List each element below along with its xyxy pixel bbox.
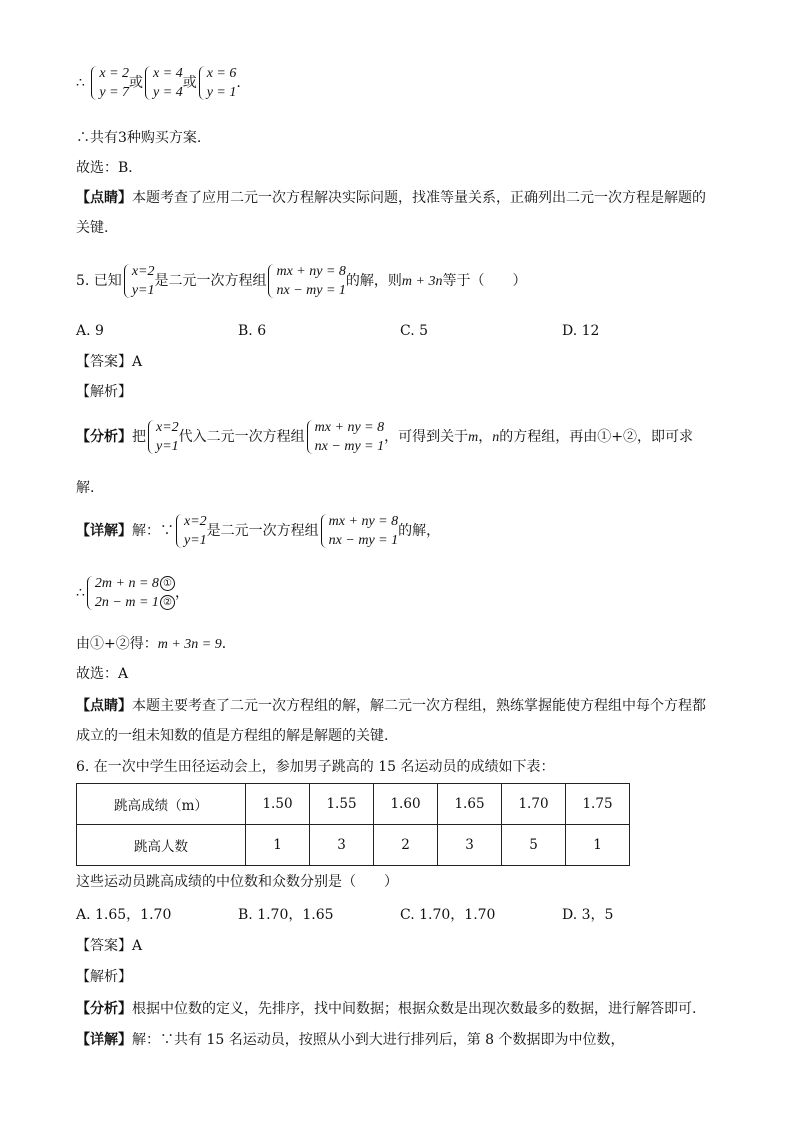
q5-option-a: A. 9 (76, 323, 104, 339)
question-6-stem: 6. 在一次中学生田径运动会上，参加男子跳高的 15 名运动员的成绩如下表： (76, 759, 555, 775)
q6-answer: 【答案】A (76, 938, 143, 954)
q5-fx-solution-system: x=2 y=1 (146, 418, 179, 456)
q6-option-c: C. 1.70，1.70 (400, 907, 496, 923)
solution-systems-line: ∴ x = 2 y = 7 或 x = 4 y = 4 或 x = 6 y = 1 . (76, 66, 241, 100)
system-2: x = 4 y = 4 (143, 64, 183, 102)
q6-option-d: D. 3，5 (562, 907, 614, 923)
q5-note-cont: 成立的一组未知数的值是方程组的解是解题的关键. (76, 728, 389, 744)
q5-option-b: B. 6 (238, 323, 267, 339)
q6-question: 这些运动员跳高成绩的中位数和众数分别是（ ） (76, 874, 398, 890)
q5-fenxi-cont: 解. (76, 480, 95, 496)
therefore-symbol: ∴ (76, 75, 85, 91)
table-row: 跳高人数 1 3 2 3 5 1 (77, 825, 630, 866)
choice-text: 故选：B． (76, 160, 143, 176)
q5-solution-system: x=2 y=1 (122, 262, 155, 300)
q5-analysis-heading: 【解析】 (76, 384, 132, 400)
q5-fenxi: 【分析】把 x=2 y=1 代入二元一次方程组 mx + ny = 8 nx − my = 1 ，可得到关于m，n的方程组，再由①+②，即可求 (76, 420, 693, 454)
q5-choice: 故选：A (76, 666, 129, 682)
q5-equation-system: mx + ny = 8 nx − my = 1 (266, 262, 345, 300)
q5-derived-system: ∴ 2m + n = 8 ① 2n − m = 1 ② ， (76, 576, 189, 610)
system-3: x = 6 y = 1 (197, 64, 237, 102)
q5-options (76, 321, 716, 341)
q5-option-d: D. 12 (562, 323, 600, 339)
note-paragraph-cont: 关键. (76, 220, 109, 236)
q5-note: 【点睛】本题主要考查了二元一次方程组的解，解二元一次方程组，熟练掌握能使方程组中每个方程都 (76, 698, 706, 714)
q6-analysis-heading: 【解析】 (76, 969, 132, 985)
q5-result: 由①+②得：m + 3n = 9． (76, 636, 236, 652)
q6-fenxi: 【分析】根据中位数的定义，先排序，找中间数据；根据众数是出现次数最多的数据，进行解答即可. (76, 1001, 697, 1017)
q6-option-a: A. 1.65，1.70 (76, 907, 172, 923)
q5-fx-equation-system: mx + ny = 8 nx − my = 1 (305, 418, 384, 456)
table-header-count: 跳高人数 (77, 825, 246, 866)
q6-option-b: B. 1.70，1.65 (238, 907, 334, 923)
q6-xiangjie: 【详解】解：∵共有 15 名运动员，按照从小到大进行排列后，第 8 个数据即为中位数， (76, 1032, 625, 1048)
scores-table (76, 783, 630, 866)
q5-option-c: C. 5 (400, 323, 429, 339)
question-5-stem: 5. 已知 x=2 y=1 是二元一次方程组 mx + ny = 8 nx − my = 1 的解，则m + 3n等于（ ） (76, 264, 527, 298)
q5-answer: 【答案】A (76, 354, 143, 370)
q6-options (76, 905, 716, 925)
table-row: 跳高成绩（m） 1.50 1.55 1.60 1.65 1.70 1.75 (77, 784, 630, 825)
note-paragraph: 【点睛】本题考查了应用二元一次方程解决实际问题，找准等量关系，正确列出二元一次方程是解题的 (76, 190, 706, 206)
q5-xiangjie: 【详解】解：∵ x=2 y=1 是二元一次方程组 mx + ny = 8 nx − my = 1 的解， (76, 514, 441, 548)
q5-xj-equation-system: mx + ny = 8 nx − my = 1 (319, 512, 398, 550)
plans-count-text: ∴共有3种购买方案. (76, 130, 202, 146)
system-1: x = 2 y = 7 (89, 64, 129, 102)
table-header-height: 跳高成绩（m） (77, 784, 246, 825)
q5-xj-solution-system: x=2 y=1 (174, 512, 207, 550)
